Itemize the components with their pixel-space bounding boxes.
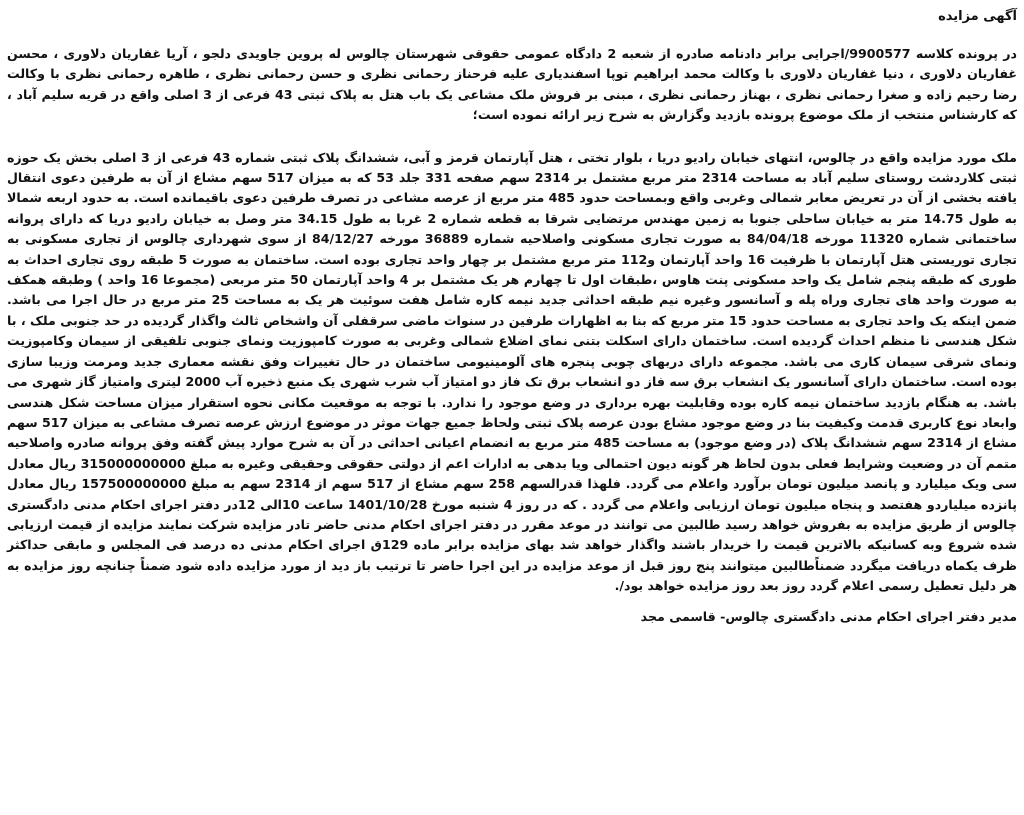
notice-signature: مدیر دفتر اجرای احکام مدنی دادگستری چالوس- قاسمی مجد (640, 608, 1017, 624)
notice-title: آگهی مزایده (938, 9, 1017, 24)
notice-paragraph-property-details: ملک مورد مزایده واقع در چالوس، انتهای خیابان رادیو دریا ، بلوار تختی ، هتل آپارتمان قرمز و آبی، ششدانگ پلاک ثبتی شماره 43 فرعی از 3 اصلی بخش یک حوزه ثبتی کلاردشت روستای سلیم آباد به مساحت 2314 متر مربع مشتمل بر 2314 سهم صفحه 331 جلد 53 که به میزان 517 سهم مشاع از آن به طرفین دعوی انتقال یافته بخشی از آن در تعریض معابر شمالی وغربی واقع وبمساحت حدود 485 متر مربع از عرصه مشاعی در تصرف طرفین دعوی باقیمانده است. به حدود اربعه شمالا به طول 14.75 متر به خیابان ساحلی جنوبا به زمین مهندس مرتضایی شرقا به قطعه شماره 2 غربا به طول 34.15 متر وصل به خیابان رادیو دریا که دارای پروانه ساختمانی شماره 11320 مورخه 84/04/18 به صورت تجاری مسکونی واصلاحیه شماره 36889 مورخه 84/12/27 از سوی شهرداری چالوس از تجاری مسکونی به تجاری توریستی هتل آپارتمان با ظرفیت 16 واحد آپارتمان و112 متر مربع مشتمل بر چهار واحد تجاری بوده است. ساختمان به صورت 5 طبقه روی تجاری احداث به طوری که طبقه پنجم شامل یک واحد مسکونی پنت هاوس ،طبقات اول تا چهارم هر یک مشتمل بر 4 واحد آپارتمان 50 متر مربعی (مجموعا 16 واحد ) وطبقه همکف به صورت واحد های تجاری وراه پله و آسانسور وغیره نیم طبقه احداثی جدید نیمه کاره شامل هفت سوئیت هر یک به مساحت 25 متر مربع در حال اجرا می باشد. ضمن اینکه یک واحد تجاری به مساحت حدود 15 متر مربع که بنا به اظهارات طرفین در سنوات ماضی سرقفلی آن واشخاص ثالث واگذار گردیده در حد جنوبی ملک ، با شکل هندسی نا منظم احداث گردیده است. ساختمان دارای اسکلت بتنی نمای اضلاع شمالی وغربی به صورت کامپوزیت ونمای جنوبی تلفیقی از سیمان وکامپوزیت ونمای شرقی سیمان کاری می باشد. مجموعه دارای دربهای چوبی پنجره های آلومینیومی ساختمان در حال تغییرات وفق نقشه معماری جدید ومرمت وزیبا سازی بوده است. ساختمان دارای آسانسور یک انشعاب برق سه فاز دو انشعاب برق تک فاز دو امتیاز آب شرب شهری یک منبع ذخیره آب 2000 لیتری وامتیاز گاز شهری می باشد. به هنگام بازدید ساختمان نیمه کاره بوده وقابلیت بهره برداری در وضع موجود را ندارد. با توجه به موقعیت مکانی نحوه استقرار میزان مساحت شکل هندسی وابعاد نوع کاربری قدمت وکیفیت بنا در وضع موجود مشاع بودن عرصه پلاک ثبتی ولحاظ جمیع جهات موثر در موضوع ارزش عرصه تصرف مشاعی به میزان 517 سهم مشاع از 2314 سهم ششدانگ پلاک (در وضع موجود) به مساحت 485 متر مربع به انضمام اعیانی احداثی در آن به شرح موارد پیش گفته وفق پروانه صادره واصلاحیه متمم آن در وضعیت وشرایط فعلی بدون لحاظ هر گونه دیون احتمالی ویا بدهی به ادارات اعم از دولتی حقوقی وحقیقی وغیره به مبلغ 315000000000 ریال معادل سی ویک میلیارد و پانصد میلیون تومان برآورد واعلام می گردد. فلهذا قدرالسهم 258 سهم مشاع از 517 سهم از 2314 سهم به مبلغ 157500000000 ریال معادل پانزده میلیاردو هفتصد و پنجاه میلیون تومان ارزیابی واعلام می گردد . که در روز 4 شنبه مورخ 1401/10/28 ساعت 10الی 12در دفتر اجرای احکام مدنی دادگستری چالوس از طریق مزایده به بفروش خواهد رسید طالبین می توانند در موعد مقرر در دفتر اجرای احکام مدنی حاضر تادر مزایده شرکت نمایند مزایده از قیمت ارزیابی شده شروع وبه کسانیکه بالاترین قیمت را خریدار باشند واگذار خواهد شد بهای مزایده برابر ماده 129ق اجرای احکام مدنی ده درصد فی المجلس و مابقی حداکثر ظرف یکماه دریافت میگردد ضمناًطالبین میتوانند پنج روز قبل از موعد مزایده در این اجرا حاضر تا ترتیب باز دید از مورد مزایده داده شود ضمناً چنانچه روز مزایده به هر دلیل تعطیل رسمی اعلام گردد روز بعد روز مزایده خواهد بود/. (7, 149, 1018, 594)
notice-paragraph-intro: در پرونده کلاسه 9900577/اجرایی برابر دادنامه صادره از شعبه 2 دادگاه عمومی حقوقی شهرستان چالوس له پروین جاویدی دلجو ، آریا غفاریان دلاوری ، محسن غفاریان دلاوری ، دنیا غفاریان دلاوری با وکالت محمد ابراهیم توپا اسفندیاری علیه فرحناز رحمانی نظری و حسن رحمانی نظری ، طاهره رحمانی نظری با وکالت رضا رحیم زاده و صغرا رحمانی نظری ، بهناز رحمانی نظری ، مبنی بر فروش ملک مشاعی یک باب هتل به پلاک ثبتی 43 فرعی از 3 اصلی واقع در قریه سلیم آباد ، که کارشناس منتخب از ملک موضوع پرونده بازدید وگزارش به شرح زیر ارائه نموده است؛ (7, 46, 1017, 123)
